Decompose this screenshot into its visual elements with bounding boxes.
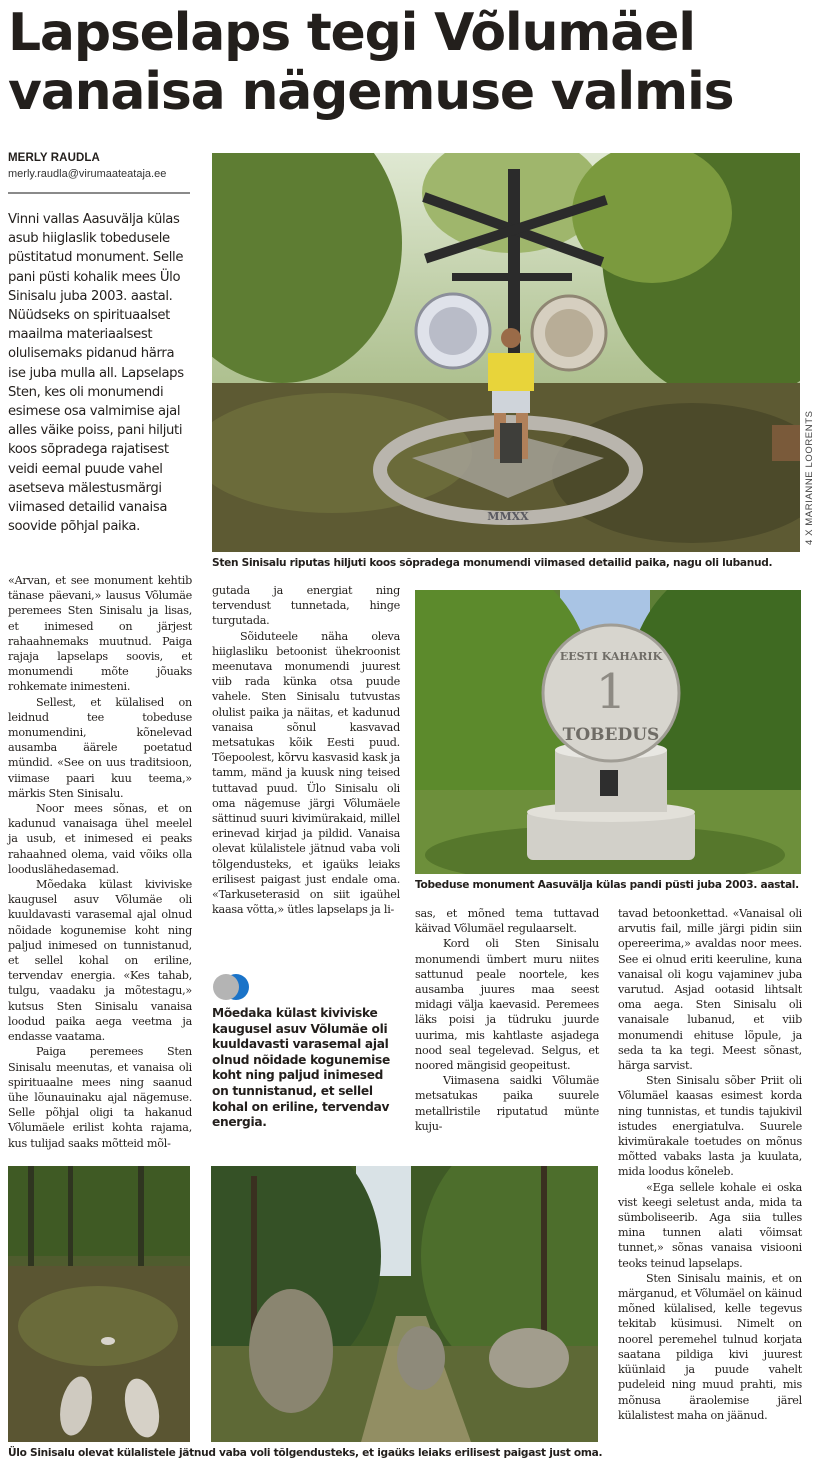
headline-line-2: vanaisa nägemuse valmis: [8, 62, 734, 122]
body-column-2: [212, 583, 400, 917]
photo-stone-footprints: [8, 1166, 190, 1442]
photo2-caption: Tobeduse monument Aasuvälja külas pandi püsti juba 2003. aastal.: [415, 879, 799, 891]
paragraph: sas, et mõned tema tuttavad käivad Võlumäel regulaarselt.: [415, 907, 599, 936]
paragraph: Viimasena saidki Võlumäe metsatukas paika suurele metallristile riputatud münte kuju-: [415, 1074, 599, 1133]
headline: [8, 4, 808, 122]
body-column-3: [415, 906, 599, 1134]
lead-paragraph: Vinni vallas Aasuvälja külas asub hiiglaslik tobedusele püstitatud monument. Selle pani püsti kohalik mees Ülo Sinisalu juba 2003. aastal. Nüüdseks on spirituaalset maailma materiaalsest olulisemaks pidanud härra ise juba mulla all. Lapselaps Sten, kes oli monumendi esimese osa valmimise ajal alles väike poiss, pani hiljuti koos sõpradega rajatisest veidi eemal puude vahel asetseva mälestusmärgi viimased detailid vanaisa soovide põhjal paika.: [8, 212, 184, 535]
coin-main-inscription: TOBEDUS: [562, 725, 660, 745]
headline-line-1: Lapselaps tegi Võlumäel: [8, 3, 695, 63]
paragraph: Sten Sinisalu mainis, et on märganud, et Võlumäel on käinud mõned külalised, kelle tegevus tekitab küsimusi. Nimelt on noorel peremehel tulnud korjata saatana pildiga kivi juurest küünlaid ja puude vahelt pudeleid ning muud prahti, mis mõnusa äraolemise järel külalistest maha on jäänud.: [618, 1271, 802, 1422]
paragraph: Noor mees sõnas, et on kadunud vanaisaga ühel meelel ja usub, et inimesed ei peaks rahaahned olema, vaid võiks olla looduslähedasemad.: [8, 802, 192, 876]
photo1-caption: Sten Sinisalu riputas hiljuti koos sõpradega monumendi viimased detailid paika, nagu oli lubanud.: [212, 557, 773, 569]
photo-cross-monument: [212, 153, 800, 552]
coin-top-inscription: EESTI KAHARIK: [559, 650, 663, 663]
paragraph: tavad betoonkettad. «Vanaisal oli arvutis fail, mille järgi pidin siin opereerima,» avaldas noor mees. See ei olnud eriti keeruline, kuna vanaisal oli kogu vajaminev juba varutud. Asjad ootasid lihtsalt oma aega. Sten Sinisalu oli vanaisale lubanud, et viib monumendi ehituse lõpule, ja seda ta ka tegi. Meest sõnast, härga sarvist.: [618, 907, 802, 1073]
author-email[interactable]: merly.raudla@virumaateataja.ee: [8, 168, 167, 180]
paragraph: Sten Sinisalu sõber Priit oli Võlumäel kaasas esimest korda ning tunnistas, et tundis tajukivil istudes energiatulva. Suurele kivimürakale toetudes on mõnus mõtted vabaks lasta ja kuulata, mida loodus kõneleb.: [618, 1074, 802, 1179]
bottom-photos-caption: Ülo Sinisalu olevat külalistele jätnud vaba voli tõlgendusteks, et igaüks leiaks erilisest paigast just oma.: [8, 1447, 603, 1459]
author-name: MERLY RAUDLA: [8, 152, 100, 164]
photo-coin-monument: [415, 590, 801, 874]
body-column-4: [618, 906, 802, 1423]
paragraph: Mõedaka külast kiviviske kaugusel asuv Võlumäe oli kuuldavasti varasemal ajal olnud nõidade kogunemise koht ning paljud inimesed on tunnistanud, et sellel kohal on eriline, tervendav energia. «Kes tahab, tulgu, vaadaku ja mõtestagu,» kutsus Sten Sinisalu vanaisa loodud paika aega veetma ja endasse vaatama.: [8, 878, 192, 1044]
paragraph: Sõiduteele näha oleva hiiglasliku betoonist ühekroonist meenutava monumendi juurest viib rada künka otsa puude vahele. Sten Sinisalu tutvustas olulist paika ja näitas, et kadunud vanaisa sõnul kasvavad metsatukas kõik Eesti puud. Tõepoolest, kõrvu kasvasid kask ja tamm, mänd ja kuusk ning teised tuttavad puud. Ülo Sinisalu oli oma nägemuse järgi Võlumäele sättinud suuri kivimürakaid, millel erinevad kirjad ja pildid. Vanaisa olevat külalistele jätnud vaba voli tõlgendusteks, et igaüks leiaks erilisest paigast just endale oma. «Tarkuseterasid on siit igaühel kaasa võtta,» ütles lapselaps ja li-: [212, 629, 400, 917]
paragraph: «Ega sellele kohale ei oska vist keegi seletust anda, mida ta sümboliseerib. Aga siia tulles mina tunnen alati võimsat tunnet,» sõnas vanaisa visiooni teoks teinud lapselaps.: [618, 1180, 802, 1270]
paragraph: gutada ja energiat ning tervendust tunnetada, hinge turgutada.: [212, 584, 400, 628]
photo-boulders: [211, 1166, 598, 1442]
ring-inscription: MMXX: [487, 510, 529, 523]
photo-credit: 4 X MARIANNE LOORENTS: [804, 410, 815, 545]
byline-divider: [8, 192, 190, 194]
paragraph: «Arvan, et see monument kehtib tänase päevani,» lausus Võlumäe peremees Sten Sinisalu ja lisas, et inimesed on järjest rahaahnemaks muutnud. Paiga rajaja lapselaps soovis, et monumendi mõte jõuaks rohkemate inimesteni.: [8, 574, 192, 694]
pull-quote: Mõedaka külast kiviviske kaugusel asuv Võlumäe oli kuuldavasti varasemal ajal olnud nõidade kogunemise koht ning paljud inimesed on tunnistanud, et sellel kohal on eriline, tervendav energia.: [212, 1006, 390, 1130]
paragraph: Kord oli Sten Sinisalu monumendi ümbert muru niites sattunud peale noortele, kes ausamba juures maa seest midagi välja kaevasid. Peremees läks poisi ja tüdruku juurde uurima, mis kahtlaste asjadega nood seal tegelevad. Selgus, et noored mängisid geopeitust.: [415, 937, 599, 1073]
quote-circles-icon: [212, 973, 252, 1001]
coin-numeral: 1: [595, 664, 627, 720]
paragraph: Paiga peremees Sten Sinisalu meenutas, et vanaisa oli spirituaalne mees ning saanud ühe lõunauinaku ajal nägemuse. Selle põhjal oligi ta hakanud Võlumäele erilist kohta rajama, kus tulijad saaks mõtteid mõl-: [8, 1045, 192, 1150]
paragraph: Sellest, et külalised on leidnud tee tobeduse monumendini, kõnelevad ausamba äärele poetatud mündid. «See on uus traditsioon, viimase paari kuu teema,» märkis Sten Sinisalu.: [8, 695, 192, 800]
body-column-1: [8, 573, 192, 1151]
